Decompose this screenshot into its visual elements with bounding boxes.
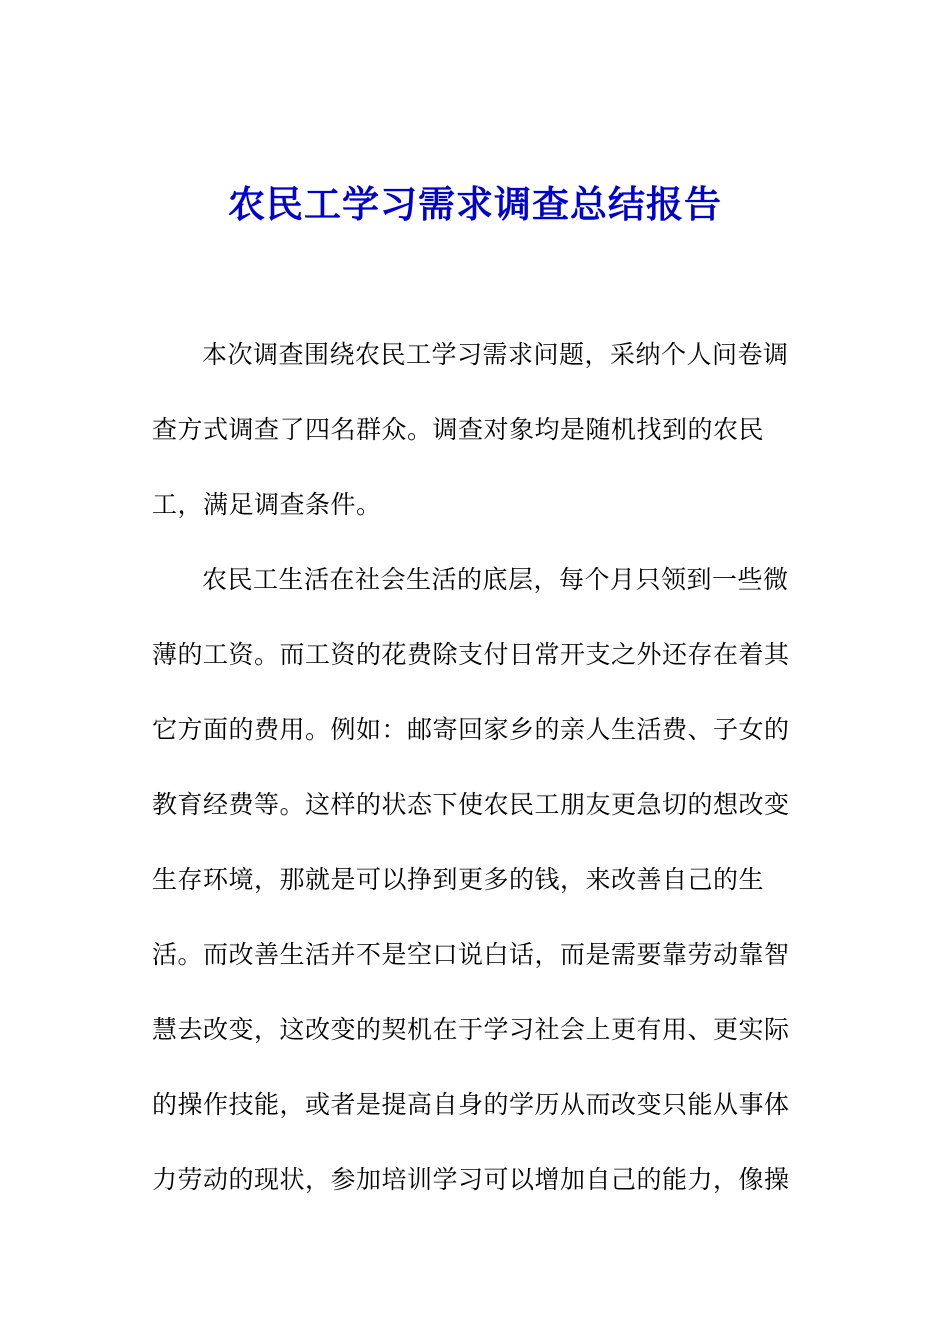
text-line: 农民工生活在社会生活的底层，每个月只领到一些微 [202, 565, 789, 594]
text-line: 薄的工资。而工资的花费除支付日常开支之外还存在着其 [152, 640, 790, 669]
document-title: 农民工学习需求调查总结报告 [228, 182, 722, 226]
text-line: 它方面的费用。例如：邮寄回家乡的亲人生活费、子女的 [152, 715, 790, 744]
text-line: 查方式调查了四名群众。调查对象均是随机找到的农民 [152, 415, 765, 444]
text-line: 活。而改善生活并不是空口说白话，而是需要靠劳动靠智 [152, 940, 790, 969]
text-line: 的操作技能，或者是提高自身的学历从而改变只能从事体 [152, 1090, 790, 1119]
text-line: 本次调查围绕农民工学习需求问题，采纳个人问卷调 [202, 340, 789, 369]
text-line: 力劳动的现状，参加培训学习可以增加自己的能力，像操 [152, 1165, 790, 1194]
text-line: 教育经费等。这样的状态下使农民工朋友更急切的想改变 [152, 790, 790, 819]
text-line: 工，满足调查条件。 [152, 490, 382, 519]
text-line: 慧去改变，这改变的契机在于学习社会上更有用、更实际 [152, 1015, 790, 1044]
document-body [152, 325, 792, 1225]
text-line: 生存环境，那就是可以挣到更多的钱，来改善自己的生 [152, 865, 765, 894]
